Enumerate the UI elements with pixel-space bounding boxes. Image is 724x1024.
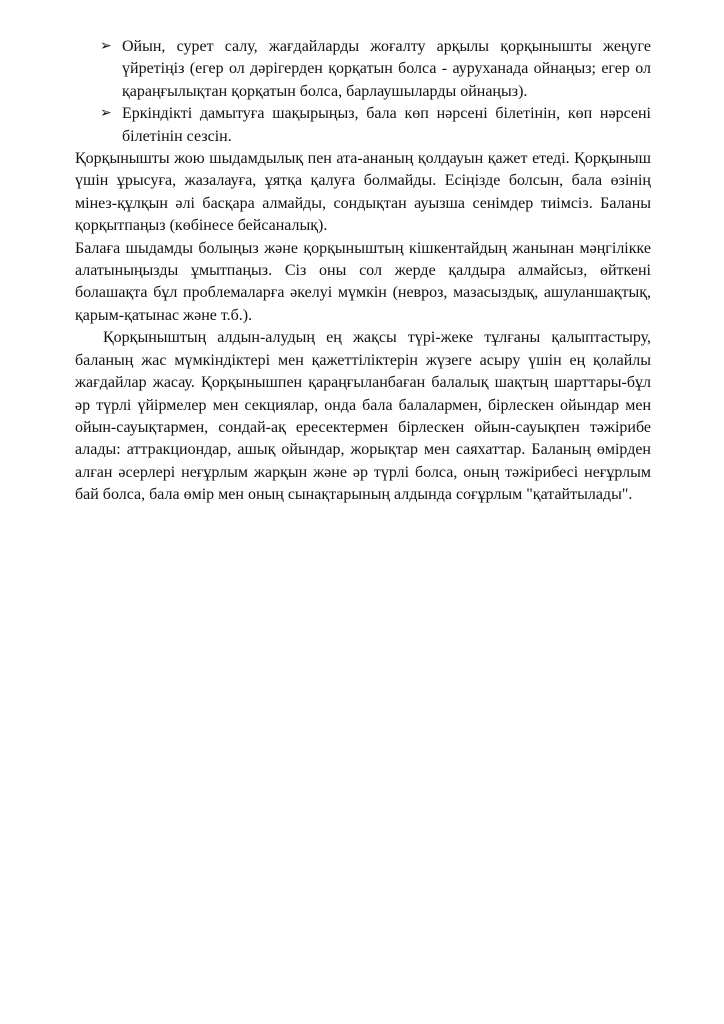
arrow-bullet-icon: ➢ xyxy=(100,106,112,122)
paragraph: Қорқыныштың алдын-алудың ең жақсы түрі-жеке тұлғаны қалыптастыру, баланың жас мүмкіндіктері мен қажеттіліктерін жүзеге асыру үшін ең қолайлы жағдайлар жасау. Қорқынышпен қараңғыланбаған балалық шақтың шарттары-бұл әр түрлі үйірмелер мен секциялар, онда бала балалармен, бірлескен ойындар мен ойын-сауықтармен, сондай-ақ ересектермен бірлескен ойын-сауықпен тәжірибе алады: аттракциондар, ашық ойындар, жорықтар мен саяхаттар. Баланың өмірден алған әсерлері неғұрлым жарқын және әр түрлі болса, оның тәжірибесі неғұрлым бай болса, бала өмір мен оның сынақтарының алдында соғұрлым "қатайтылады". xyxy=(75,329,651,504)
bullet-text: Еркіндікті дамытуға шақырыңыз, бала көп нәрсені білетінін, көп нәрсені білетінін сезсін. xyxy=(122,105,651,145)
document-content xyxy=(75,36,651,507)
paragraph: Балаға шыдамды болыңыз және қорқыныштың кішкентайдың жанынан мәңгілікке алатыныңызды ұмытпаңыз. Сіз оны сол жерде қалдыра алмайсыз, өйткені болашақта бұл проблемаларға әкелуі мүмкін (невроз, мазасыздық, ашуланшақтық, қарым-қатынас және т.б.). xyxy=(75,239,651,324)
bullet-list xyxy=(75,36,651,148)
bullet-item xyxy=(75,36,651,103)
bullet-text: Ойын, сурет салу, жағдайларды жоғалту арқылы қорқынышты жеңуге үйретіңіз (егер ол дәрігерден қорқатын болса - ауруханада ойнаңыз; егер ол қараңғылықтан қорқатын болса, барлаушыларды ойнаңыз). xyxy=(122,38,651,100)
arrow-bullet-icon: ➢ xyxy=(100,39,112,54)
bullet-item xyxy=(75,103,651,148)
paragraph: Қорқынышты жою шыдамдылық пен ата-ананың қолдауын қажет етеді. Қорқыныш үшін ұрысуға, жазалауға, ұятқа қалуға болмайды. Есіңізде болсын, бала өзінің мінез-құлқын әлі басқара алмайды, сондықтан ауызша сенімдер тиімсіз. Баланы қорқытпаңыз (көбінесе бейсаналық). xyxy=(75,150,651,235)
